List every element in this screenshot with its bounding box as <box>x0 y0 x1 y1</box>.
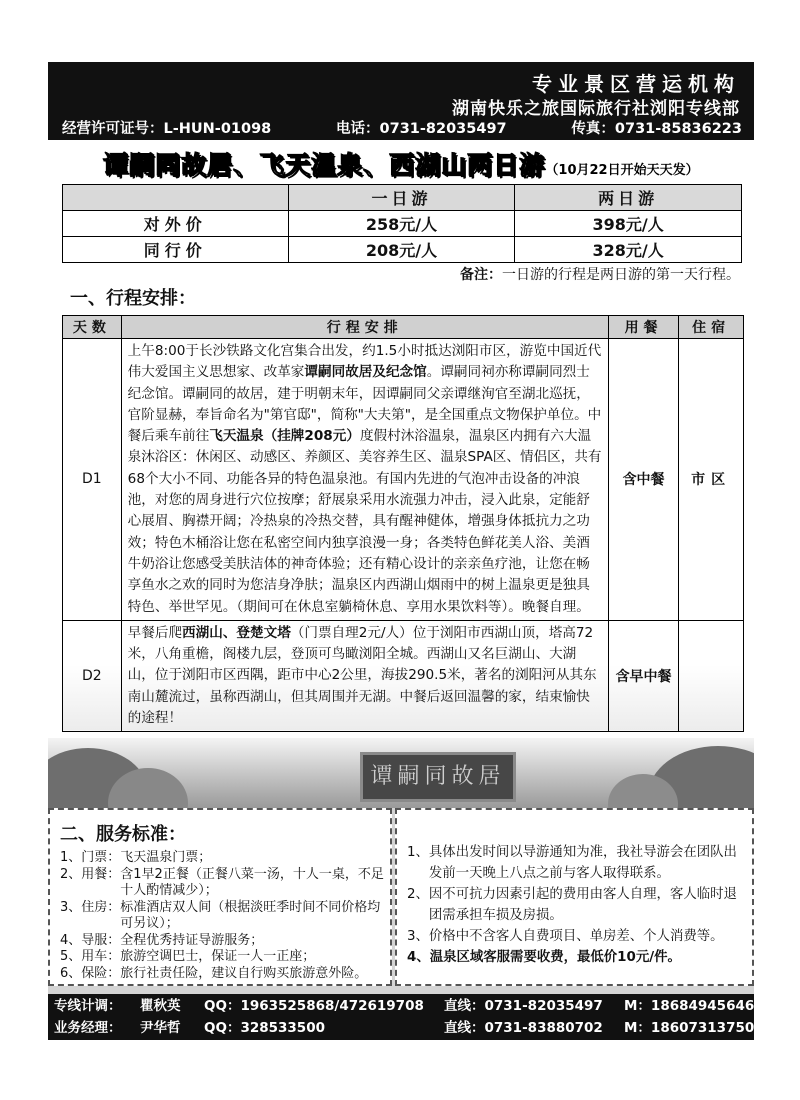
price-col-two-day: 两日游 <box>515 185 742 211</box>
notes-list <box>407 842 747 968</box>
price-header-row <box>63 185 742 211</box>
fax-number: 传真：0731-85836223 <box>571 121 742 137</box>
phone-number: 电话：0731-82035497 <box>336 121 507 137</box>
price-row <box>63 211 742 237</box>
service-key: 3、住房： <box>60 899 121 915</box>
tour-title-sub: （10月22日开始天天发） <box>545 163 699 178</box>
schedule-text: 。谭嗣同祠亦称谭嗣同烈士纪念馆。谭嗣同的故居，建于明朝末年，因谭嗣同父亲谭继洵官至湖北巡抚，官阶显赫，奉旨命名为"第官邸"，简称"大夫第"，是全国重点文物保护单位。中餐后乘车前往 <box>127 364 602 445</box>
service-value: 旅游空调巴士，保证一人一正座； <box>120 949 316 964</box>
contact-name: 尹华哲 <box>140 1020 181 1036</box>
service-item <box>60 949 388 966</box>
price-corner-cell <box>63 185 289 211</box>
service-list <box>60 850 388 982</box>
service-key: 2、用餐： <box>60 866 121 882</box>
price-table <box>62 184 742 263</box>
service-value: 标准酒店双人间（根据淡旺季时间不同价格均可另议）； <box>120 899 381 931</box>
price-row-label: 对外价 <box>63 211 289 237</box>
header-bar <box>48 62 754 140</box>
note-label: 备注： <box>460 267 502 283</box>
note-item <box>407 947 747 968</box>
day-meals: 含早中餐 <box>608 620 679 731</box>
slogan: 专业景区营运机构 <box>532 72 740 96</box>
service-value: 飞天温泉门票； <box>120 850 212 865</box>
service-item <box>60 966 388 983</box>
note-item-text: 温泉区域客服需要收费，最低价10元/件。 <box>429 950 681 965</box>
scenery-photo <box>48 738 754 808</box>
day-schedule <box>121 339 608 621</box>
contact-qq: QQ：328533500 <box>204 1020 325 1036</box>
services-heading: 二、服务标准： <box>60 824 186 845</box>
price-cell: 398元/人 <box>515 211 742 237</box>
price-row-label: 同行价 <box>63 237 289 263</box>
itinerary-header-row <box>63 316 744 339</box>
note-number: 1、 <box>407 845 429 860</box>
contact-tel: 直线：0731-83880702 <box>444 1020 603 1036</box>
itinerary-row <box>63 339 744 621</box>
schedule-text: 度假村沐浴温泉，温泉区内拥有六大温泉沐浴区：休闲区、动感区、养颜区、美容养生区、温泉SPA区、情侣区，共有68个大小不同、功能各异的特色温泉池。有国内先进的气泡冲击设备的冲浪池，对您的周身进行穴位按摩；舒展泉采用水流强力冲击，浸入此泉，定能舒心展眉、胸襟开阔；冷热泉的冷热交替，具有醒神健体，增强身体抵抗力之功效；特色木桶浴让您在私密空间内独享浪漫一身；各类特色鲜花美人浴、美酒牛奶浴让您感受美肤洁体的神奇体验；还有精心设计的亲亲鱼疗池，让您在畅享鱼水之欢的同时为您洁身净肤；温泉区内西湖山烟雨中的树上温泉更是独具特色、举世罕见。（期间可在休息室躺椅休息、享用水果饮料等）。晚餐自理。 <box>127 428 602 615</box>
note-item <box>407 842 747 884</box>
service-key: 5、用车： <box>60 949 121 964</box>
note-item-text: 因不可抗力因素引起的费用由客人自理，客人临时退团需承担车损及房损。 <box>428 887 737 923</box>
service-key: 1、门票： <box>60 850 121 865</box>
price-cell: 258元/人 <box>288 211 515 237</box>
note-item <box>407 884 747 926</box>
day-schedule <box>121 620 608 731</box>
contact-row <box>54 1017 754 1039</box>
note-number: 2、 <box>407 887 429 902</box>
service-key: 4、导服： <box>60 932 121 948</box>
col-schedule: 行程安排 <box>121 316 608 339</box>
service-key: 6、保险： <box>60 965 121 981</box>
service-value: 旅行社责任险，建议自行购买旅游意外险。 <box>120 965 368 981</box>
day-meals: 含中餐 <box>608 339 679 621</box>
notes-box <box>395 808 754 986</box>
col-day: 天数 <box>63 316 122 339</box>
flyer <box>48 62 754 1040</box>
price-note <box>460 264 740 284</box>
agency-name: 湖南快乐之旅国际旅行社浏阳专线部 <box>452 99 740 119</box>
itinerary-table <box>62 315 744 732</box>
license-number: 经营许可证号：L-HUN-01098 <box>62 121 272 137</box>
schedule-highlight: 西湖山、登楚文塔 <box>182 624 291 641</box>
schedule-text: （门票自理2元/人）位于浏阳市西湖山顶，塔高72米，八角重檐，阁楼九层，登顶可鸟瞰浏阳全城。西湖山又名巨湖山、大湖山，位于浏阳市区西隅，距市中心2公里，海拔290.5米，著名的浏阳河从其东南山麓流过，虽称西湖山，但其周围并无湖。中餐后返回温馨的家，结束愉快的途程！ <box>127 624 597 727</box>
schedule-highlight: 飞天温泉（挂牌208元） <box>209 428 360 445</box>
service-item <box>60 900 388 933</box>
itinerary-heading: 一、行程安排： <box>70 288 196 309</box>
price-row <box>63 237 742 263</box>
schedule-text: 上午8:00于长沙铁路文化宫集合出发，约1.5小时抵达浏阳市区，游览中国近代伟大爱国主义思想家、改革家 <box>127 343 602 381</box>
service-item <box>60 867 388 900</box>
price-cell: 208元/人 <box>288 237 515 263</box>
price-cell: 328元/人 <box>515 237 742 263</box>
col-lodging: 住宿 <box>679 316 744 339</box>
contact-mobile: M：18607313750 <box>624 1020 754 1036</box>
contact-name: 瞿秋英 <box>140 998 181 1014</box>
service-value: 全程优秀持证导游服务； <box>120 932 264 948</box>
note-item <box>407 926 747 947</box>
day-lodging: 市区 <box>679 339 744 621</box>
day-lodging <box>679 620 744 731</box>
service-standards-box <box>48 808 392 986</box>
day-label: D1 <box>63 339 122 621</box>
tour-title-main: 谭嗣同故居、飞天温泉、西湖山两日游 <box>103 151 546 180</box>
note-item-text: 价格中不含客人自费项目、单房差、个人消费等。 <box>428 929 724 944</box>
service-value: 含1早2正餐（正餐八菜一汤，十人一桌，不足十人酌情减少）； <box>120 866 384 898</box>
contact-mobile: M：18684945646 <box>624 998 754 1014</box>
price-col-one-day: 一日游 <box>288 185 515 211</box>
contact-qq: QQ：1963525868/472619708 <box>204 998 424 1014</box>
schedule-highlight: 谭嗣同故居及纪念馆 <box>304 364 427 381</box>
services-section <box>48 808 754 994</box>
contact-line <box>62 117 742 138</box>
note-text: 一日游的行程是两日游的第一天行程。 <box>502 267 740 283</box>
residence-plaque: 谭嗣同故居 <box>360 752 516 802</box>
contact-role: 专线计调： <box>54 998 122 1014</box>
contact-row <box>54 995 754 1017</box>
contact-tel: 直线：0731-82035497 <box>444 998 603 1014</box>
note-item-text: 具体出发时间以导游通知为准，我社导游会在团队出发前一天晚上八点之前与客人取得联系。 <box>428 845 737 881</box>
service-item <box>60 933 388 950</box>
note-number: 3、 <box>407 929 429 944</box>
note-number: 4、 <box>407 950 430 965</box>
tour-title <box>48 146 754 178</box>
day-label: D2 <box>63 620 122 731</box>
itinerary-row <box>63 620 744 731</box>
contact-role: 业务经理： <box>54 1020 122 1036</box>
service-item <box>60 850 388 867</box>
col-meals: 用餐 <box>608 316 679 339</box>
schedule-text: 早餐后爬 <box>127 624 183 641</box>
footer-contacts <box>48 994 754 1040</box>
